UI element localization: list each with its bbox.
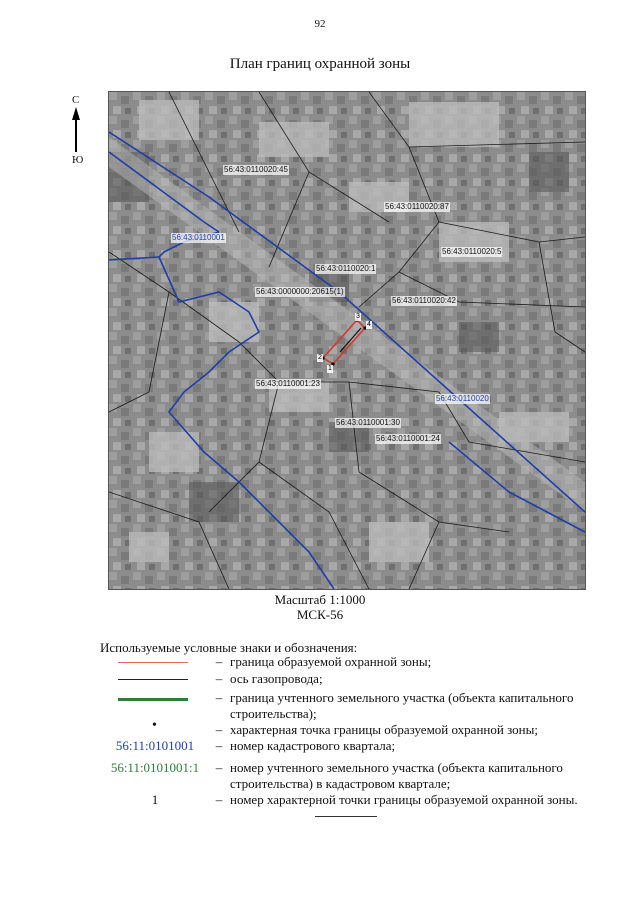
point-symbol: • [152,718,157,733]
point-label: 3 [356,313,360,320]
crs-text: МСК-56 [296,607,344,622]
legend-title: Используемые условные знаки и обозначения: [100,640,358,655]
parcel-label: 56:43:0110020:45 [224,165,288,174]
parcel-label: 56:43:0110020:42 [392,296,456,305]
parcel-label: 56:43:0110020:87 [385,202,449,211]
end-divider [315,816,377,817]
parcel-label: 56:43:0110020:5 [442,247,502,256]
north-arrow [66,94,86,168]
legend-text: граница образуемой охранной зоны; [230,654,432,669]
legend-dash: – [215,671,223,686]
point-label: 4 [367,321,371,328]
scale-text: Масштаб 1:1000 [274,592,366,607]
legend-text: характерная точка границы образуемой охранной зоны; [230,722,538,737]
parcel-boundary-symbol [100,690,210,706]
legend-dash: – [215,760,223,775]
point-number-symbol: 1 [151,792,159,807]
parcel-label: 56:43:0110001:23 [256,379,320,388]
page-title: План границ охранной зоны [229,56,411,72]
legend-dash: – [215,738,223,753]
north-label: С [72,94,80,106]
legend-dash: – [215,690,223,705]
parcel-label: 56:43:0000000:20615(1) [256,287,344,296]
parcel-number-symbol: 56:11:0101001:1 [110,760,200,775]
legend-text: номер характерной точки границы образуемой охранной зоны. [230,792,578,807]
parcel-label: 56:43:0110020:1 [316,264,376,273]
zone-boundary-symbol [100,654,210,670]
south-label: Ю [72,154,84,166]
gas-axis-symbol [100,671,210,687]
map-drawing [109,92,585,589]
quarter-label: 56:43:0110001 [172,233,225,242]
quarter-label: 56:43:0110020 [436,394,489,403]
point-label: 1 [328,365,332,372]
parcel-label: 56:43:0110001:30 [336,418,400,427]
legend-text: граница учтенного земельного участка (объекта капитального строительства); [230,690,574,721]
cadastral-map[interactable] [108,91,586,590]
scale-block [0,592,640,622]
point-label: 2 [318,354,322,361]
legend-dash: – [215,654,223,669]
legend-dash: – [215,792,223,807]
legend-text: ось газопровода; [230,671,323,686]
legend-text: номер кадастрового квартала; [230,738,396,753]
page-number: 92 [314,18,326,30]
legend-dash: – [215,722,223,737]
parcel-label: 56:43:0110001:24 [376,434,440,443]
legend-text: номер учтенного земельного участка (объекта капитального строительства) в кадастровом квартале; [230,760,563,791]
quarter-number-symbol: 56:11:0101001 [115,738,195,753]
